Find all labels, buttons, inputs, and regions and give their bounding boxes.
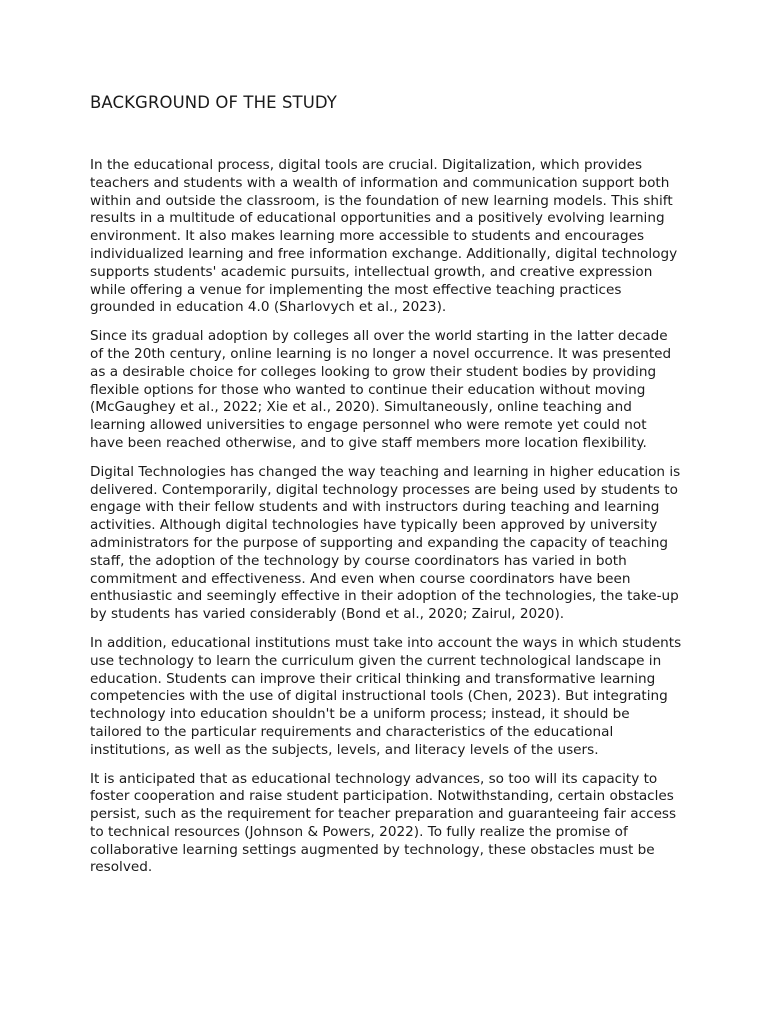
document-body (90, 157, 682, 888)
paragraph-5: It is anticipated that as educational technology advances, so too will its capacity to foster cooperation and raise student participation. Notwithstanding, certain obstacles persist, such as the requirement for teacher preparation and guaranteeing fair access to technical resources (Johnson & Powers, 2022). To fully realize the promise of collaborative learning settings augmented by technology, these obstacles must be resolved. (90, 770, 677, 876)
paragraph-4: In addition, educational institutions must take into account the ways in which students use technology to learn the curriculum given the current technological landscape in education. Students can improve their critical thinking and transformative learning competencies with the use of digital instructional tools (Chen, 2023). But integrating technology into education shouldn't be a uniform process; instead, it should be tailored to the particular requirements and characteristics of the educational institutions, as well as the subjects, levels, and literacy levels of the users. (90, 634, 682, 758)
document-title: BACKGROUND OF THE STUDY (90, 93, 337, 112)
paragraph-2: Since its gradual adoption by colleges all over the world starting in the latter decade of the 20th century, online learning is no longer a novel occurrence. It was presented as a desirable choice for colleges looking to grow their student bodies by providing flexible options for those who wanted to continue their education without moving (McGaughey et al., 2022; Xie et al., 2020). Simultaneously, online teaching and learning allowed universities to engage personnel who were remote yet could not have been reached otherwise, and to give staff members more location flexibility. (90, 328, 672, 451)
paragraph-1: In the educational process, digital tools are crucial. Digitalization, which provides teachers and students with a wealth of information and communication support both within and outside the classroom, is the foundation of new learning models. This shift results in a multitude of educational opportunities and a positively evolving learning environment. It also makes learning more accessible to students and encourages individualized learning and free information exchange. Additionally, digital technology supports students' academic pursuits, intellectual growth, and creative expression while offering a venue for implementing the most effective teaching practices grounded in education 4.0 (Sharlovych et al., 2023). (90, 157, 678, 316)
paragraph-3: Digital Technologies has changed the way teaching and learning in higher education is delivered. Contemporarily, digital technology processes are being used by students to engage with their fellow students and with instructors during teaching and learning activities. Although digital technologies have typically been approved by university administrators for the purpose of supporting and expanding the capacity of teaching staff, the adoption of the technology by course coordinators has varied in both commitment and effectiveness. And even when course coordinators have been enthusiastic and seemingly effective in their adoption of the technologies, the take-up by students has varied considerably (Bond et al., 2020; Zairul, 2020). (90, 463, 681, 623)
